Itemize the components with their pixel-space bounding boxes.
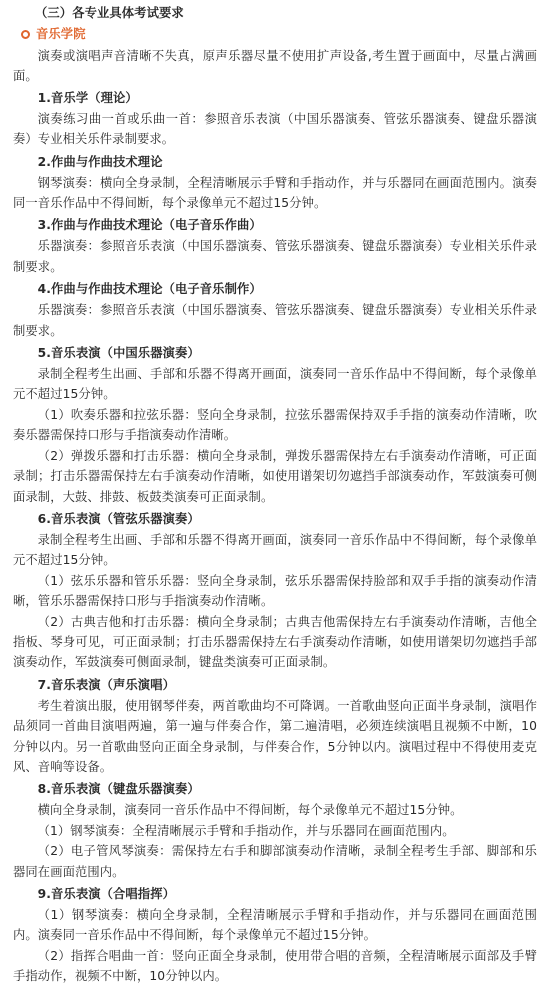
requirement-item — [13, 87, 537, 150]
requirement-paragraph: 钢琴演奏：横向全身录制，全程清晰展示手臂和手指动作，并与乐器同在画面范围内。演奏同一音乐作品中不得间断，每个录像单元不超过15分钟。 — [13, 175, 537, 211]
requirement-paragraph: （1）弦乐乐器和管乐乐器：竖向全身录制，弦乐乐器需保持脸部和双手手指的演奏动作清晰，管乐乐器需保持口形与手指演奏动作清晰。 — [13, 573, 537, 609]
requirement-item — [13, 674, 537, 778]
requirement-item — [13, 778, 537, 882]
requirement-paragraph: 考生着演出服，使用钢琴伴奏，两首歌曲均不可降调。一首歌曲竖向正面半身录制，演唱作品须同一首曲目演唱两遍，第一遍与伴奏合作，第二遍清唱，必须连续演唱且视频不中断，10分钟以内。另一首歌曲竖向正面全身录制，与伴奏合作，5分钟以内。演唱过程中不得使用麦克风、音响等设备。 — [13, 698, 537, 774]
requirement-heading: 7.音乐表演（声乐演唱） — [37, 677, 175, 692]
requirement-paragraph: 演奏练习曲一首或乐曲一首：参照音乐表演（中国乐器演奏、管弦乐器演奏、键盘乐器演奏）专业相关乐件录制要求。 — [13, 111, 537, 147]
requirement-heading: 2.作曲与作曲技术理论 — [37, 154, 163, 169]
requirement-item — [13, 151, 537, 214]
requirement-item — [13, 342, 537, 507]
requirement-heading: 8.音乐表演（键盘乐器演奏） — [37, 782, 200, 797]
requirement-heading: 1.音乐学（理论） — [37, 90, 138, 105]
section-title: （三）各专业具体考试要求 — [35, 6, 184, 20]
requirement-paragraph: （1）吹奏乐器和拉弦乐器：竖向全身录制，拉弦乐器需保持双手手指的演奏动作清晰，吹奏乐器需保持口形与手指演奏动作清晰。 — [13, 407, 537, 443]
requirement-list — [13, 87, 537, 987]
circle-icon — [21, 30, 30, 39]
requirement-item — [13, 214, 537, 277]
school-intro: 演奏或演唱声音清晰不失真，原声乐器尽量不使用扩声设备,考生置于画面中，尽量占满画面。 — [13, 49, 537, 84]
requirement-heading: 4.作曲与作曲技术理论（电子音乐制作） — [37, 282, 262, 297]
requirement-paragraph: （2）弹拨乐器和打击乐器：横向全身录制，弹拨乐器需保持左右手演奏动作清晰，可正面录制；打击乐器需保持左右手演奏动作清晰，如使用谱架切勿遮挡手部演奏动作，军鼓演奏可侧面录制，大鼓、排鼓、板鼓类演奏可正面录制。 — [13, 448, 537, 504]
requirement-paragraph: （1）钢琴演奏：全程清晰展示手臂和手指动作，并与乐器同在画面范围内。 — [37, 823, 455, 838]
requirement-heading: 5.音乐表演（中国乐器演奏） — [37, 346, 200, 361]
requirement-paragraph: 录制全程考生出画、手部和乐器不得离开画面，演奏同一音乐作品中不得间断，每个录像单元不超过15分钟。 — [13, 532, 537, 568]
requirement-paragraph: 乐器演奏：参照音乐表演（中国乐器演奏、管弦乐器演奏、键盘乐器演奏）专业相关乐件录制要求。 — [13, 303, 537, 338]
requirement-paragraph: 乐器演奏：参照音乐表演（中国乐器演奏、管弦乐器演奏、键盘乐器演奏）专业相关乐件录制要求。 — [13, 239, 537, 274]
requirement-heading: 3.作曲与作曲技术理论（电子音乐作曲） — [37, 218, 262, 233]
requirement-paragraph: （1）钢琴演奏：横向全身录制，全程清晰展示手臂和手指动作，并与乐器同在画面范围内。演奏同一音乐作品中不得间断，每个录像单元不超过15分钟。 — [13, 908, 537, 943]
school-header — [13, 24, 537, 45]
requirement-heading: 9.音乐表演（合唱指挥） — [37, 887, 175, 901]
requirement-paragraph: 横向全身录制，演奏同一音乐作品中不得间断，每个录像单元不超过15分钟。 — [37, 803, 463, 818]
requirement-paragraph: （2）电子管风琴演奏：需保持左右手和脚部演奏动作清晰，录制全程考生手部、脚部和乐器同在画面范围内。 — [13, 844, 537, 879]
requirement-item — [13, 508, 537, 673]
school-name: 音乐学院 — [36, 27, 86, 42]
requirement-paragraph: （2）指挥合唱曲一首：竖向正面全身录制，使用带合唱的音频，全程清晰展示面部及手臂手指动作，视频不中断，10分钟以内。 — [13, 948, 537, 984]
requirement-paragraph: （2）古典吉他和打击乐器：横向全身录制；古典吉他需保持左右手演奏动作清晰，吉他全指板、琴身可见，可正面录制；打击乐器需保持左右手演奏动作清晰，如使用谱架切勿遮挡手部演奏动作，军鼓演奏可侧面录制，键盘类演奏可正面录制。 — [13, 614, 537, 670]
requirement-item — [13, 278, 537, 341]
requirement-heading: 6.音乐表演（管弦乐器演奏） — [37, 511, 200, 526]
requirement-paragraph: 录制全程考生出画、手部和乐器不得离开画面，演奏同一音乐作品中不得间断，每个录像单元不超过15分钟。 — [13, 367, 537, 402]
requirement-item — [13, 883, 537, 987]
